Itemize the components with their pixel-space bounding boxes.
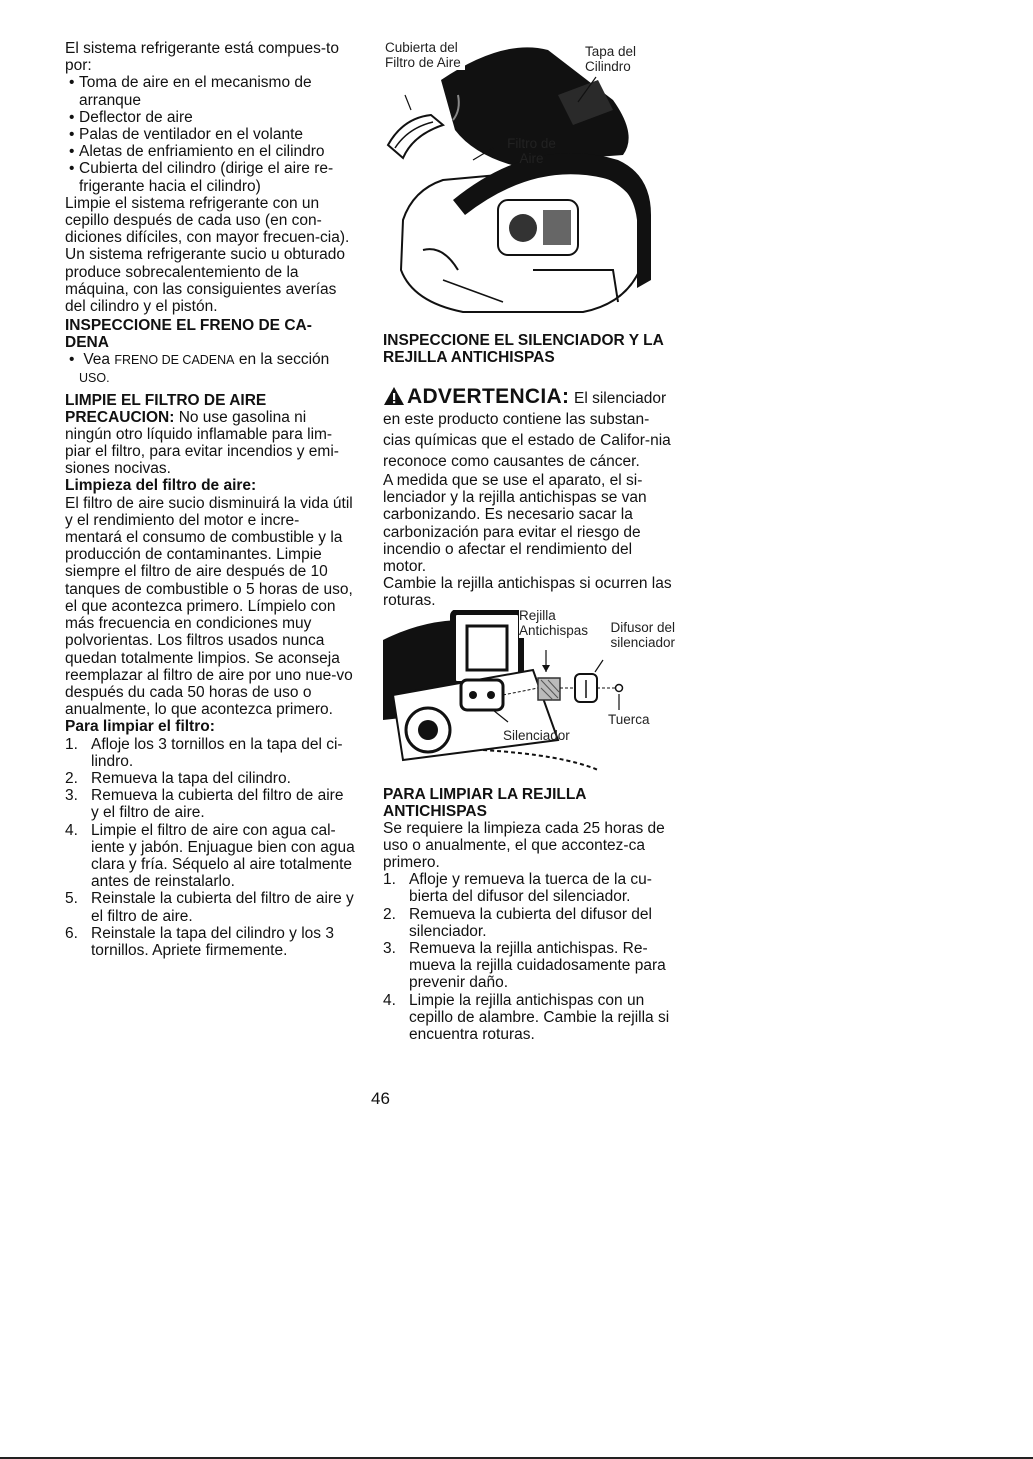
step-number: 6.: [65, 924, 78, 942]
nut-label: Tuerca: [608, 711, 650, 727]
list-item: [383, 871, 673, 905]
brake-in-text: en la sección: [238, 351, 330, 369]
air-filter-label: Filtro de Aire: [507, 136, 556, 166]
list-item: [65, 787, 355, 821]
step-number: 2.: [383, 905, 396, 923]
left-column: [65, 40, 355, 959]
brake-reference: [65, 351, 355, 387]
filter-steps-list: [65, 736, 355, 960]
page-number: 46: [371, 1089, 390, 1108]
list-item: [383, 940, 673, 992]
step-number: 1.: [383, 871, 396, 889]
step-number: 1.: [65, 735, 78, 753]
step-text: Remueva la cubierta del difusor del silenciador.: [409, 905, 652, 940]
muffler-figure: [383, 607, 675, 780]
carbon-paragraph: A medida que se use el aparato, el si-lenciador y la rejilla antichispas se van carbonizando. Es necesario sacar la carbonización para evitar el riesgo de incendio o afectar el rendimiento del motor.: [383, 472, 647, 576]
step-text: Reinstale la cubierta del filtro de aire y el filtro de aire.: [91, 890, 354, 925]
warning-paragraph: [383, 386, 673, 472]
brake-heading: INSPECCIONE EL FRENO DE CA-DENA: [65, 317, 312, 352]
list-item: [65, 736, 355, 770]
cooling-item: • Deflector de aire: [65, 109, 355, 126]
list-item: [383, 992, 673, 1044]
cooling-item: • Toma de aire en el mecanismo de arranque: [65, 74, 355, 108]
filter-steps-subheading: Para limpiar el filtro:: [65, 718, 215, 736]
caution-text: No use gasolina ni ningún otro líquido inflamable para lim-piar el filtro, para evitar incendios y emi-siones nocivas.: [65, 408, 339, 478]
warning-triangle-icon: [383, 386, 405, 406]
list-item: [65, 890, 355, 924]
filter-heading: LIMPIE EL FILTRO DE AIRE: [65, 391, 267, 409]
step-text: Limpie el filtro de aire con agua cal-iente y jabón. Enjuague bien con agua clara y fría. Séquelo al aire totalmente antes de reinstalarlo.: [91, 821, 355, 891]
warning-text: El silenciador en este producto contiene las substan-cias químicas que el estado de Califor-nia reconoce como causantes de cáncer.: [383, 390, 671, 470]
step-text: Remueva la cubierta del filtro de aire y el filtro de aire.: [91, 787, 344, 822]
step-number: 4.: [383, 991, 396, 1009]
list-item: [65, 770, 355, 787]
step-number: 3.: [65, 787, 78, 805]
screen-heading: PARA LIMPIAR LA REJILLA ANTICHISPAS: [383, 785, 586, 820]
step-text: Limpie la rejilla antichispas con un cepillo de alambre. Cambie la rejilla si encuentra roturas.: [409, 991, 670, 1044]
list-item: [383, 906, 673, 940]
step-text: Remueva la tapa del cilindro.: [91, 769, 291, 787]
cooling-cleaning-paragraph: Limpie el sistema refrigerante con un cepillo después de cada uso (en con-diciones difíciles, con mayor frecuen-cia). Un sistema refrigerante sucio u obturado produce sobrecalentemiento de la máquina, con las consiguientes averías del cilindro y el pistón.: [65, 194, 350, 316]
step-number: 3.: [383, 940, 396, 958]
brake-see-text: Vea: [83, 351, 111, 369]
warning-title: ADVERTENCIA:: [407, 385, 570, 408]
muffler-heading: INSPECCIONE EL SILENCIADOR Y LA REJILLA ANTICHISPAS: [383, 332, 664, 366]
brake-ref-text: FRENO DE CADENA: [114, 353, 235, 368]
cylinder-cap-label: Tapa del Cilindro: [585, 44, 655, 74]
step-text: Afloje los 3 tornillos en la tapa del ci-lindro.: [91, 735, 343, 770]
muffler-label: Silenciador: [503, 727, 570, 743]
replace-paragraph: Cambie la rejilla antichispas si ocurren las roturas.: [383, 575, 672, 610]
spark-screen-label: Rejilla Antichispas: [519, 608, 609, 638]
air-filter-illustration: [383, 40, 673, 320]
brake-section-text: USO.: [79, 371, 110, 386]
air-filter-figure: [383, 40, 673, 320]
cooling-item: • Palas de ventilador en el volante: [65, 126, 355, 143]
muffler-diffuser-label: Difusor del silenciador: [610, 619, 675, 650]
step-text: Remueva la rejilla antichispas. Re-mueva la rejilla cuidadosamente para prevenir daño.: [409, 940, 666, 992]
cooling-intro: El sistema refrigerante está compues-to por:: [65, 40, 339, 75]
filter-cleaning-subheading: Limpieza del filtro de aire:: [65, 477, 257, 495]
list-item: [65, 925, 355, 959]
cooling-item: • Aletas de enfriamiento en el cilindro: [65, 143, 355, 160]
list-item: [65, 822, 355, 891]
caution-label: PRECAUCION:: [65, 408, 175, 426]
cooling-item: • Cubierta del cilindro (dirige el aire re-frigerante hacia el cilindro): [65, 160, 355, 194]
screen-steps-list: [383, 871, 673, 1043]
air-filter-cover-label: Cubierta del Filtro de Aire: [385, 40, 465, 70]
step-text: Afloje y remueva la tuerca de la cu-bierta del difusor del silenciador.: [409, 871, 652, 906]
right-column: [383, 40, 673, 1043]
filter-cleaning-paragraph: El filtro de aire sucio disminuirá la vida útil y el rendimiento del motor e incre-mentará el consumo de combustible y la producción de contaminantes. Limpie siempre el filtro de aire después de 10 tanques de combustible o 5 horas de uso, el que acontezca primero. Límpielo con más frecuencia en condiciones muy polvorientas. Los filtros usados nunca quedan totalmente limpios. Se aconseja reemplazar al filtro de aire por uno nue-vo después du cada 50 horas de uso o anualmente, lo que acontezca primero.: [65, 494, 353, 719]
step-number: 5.: [65, 890, 78, 908]
caution-paragraph: [65, 409, 355, 478]
screen-intro: Se requiere la limpieza cada 25 horas de uso o anualmente, el que accontez-ca primero.: [383, 819, 665, 872]
step-text: Reinstale la tapa del cilindro y los 3 tornillos. Apriete firmemente.: [91, 924, 334, 959]
step-number: 2.: [65, 769, 78, 787]
step-number: 4.: [65, 821, 78, 839]
